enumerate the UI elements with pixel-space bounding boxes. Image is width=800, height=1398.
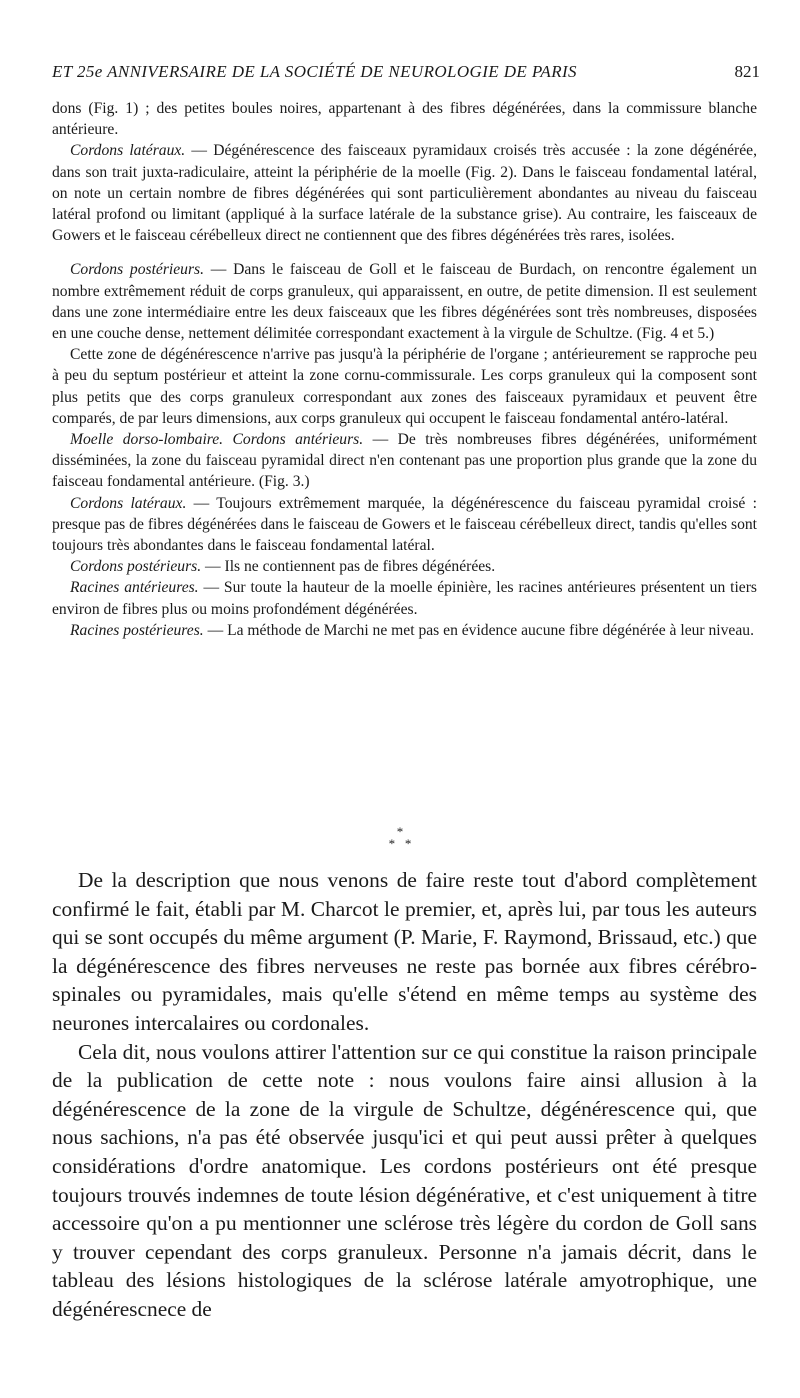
paragraph: Cette zone de dégénérescence n'arrive pas jusqu'à la périphérie de l'organe ; antérieurement se rapproche peu à peu du septum postérieur et atteint la zone cornu-commissurale. Les corps granuleux qui la composent sont plus petits que des corps granuleux correspondant aux zones des faisceaux pyramidaux et peuvent être comparés, de par leurs dimensions, aux corps granuleux qui occupent le faisceau fondamental antéro-latéral. <box>52 346 757 427</box>
paragraph: Racines antérieures. — Sur toute la hauteur de la moelle épinière, les racines antérieures présentent un tiers environ de fibres plus ou moins profondément dégénérées. <box>52 579 757 618</box>
paragraph-lead: Cordons postérieurs. <box>70 261 204 279</box>
paragraph: Cordons postérieurs. — Ils ne contiennent pas de fibres dégénérées. <box>70 558 496 576</box>
page-number: 821 <box>734 62 760 81</box>
paragraph-lead: Moelle dorso-lombaire. Cordons antérieurs. <box>70 431 364 449</box>
case-description-block <box>52 98 757 641</box>
paragraph-lead: Racines postérieures. <box>70 621 204 639</box>
paragraph: Racines postérieures. — La méthode de Marchi ne met pas en évidence aucune fibre dégénérée à leur niveau. <box>70 621 754 639</box>
separator-bottom-stars: * * <box>388 836 412 851</box>
paragraph-lead: Cordons latéraux. <box>70 142 186 160</box>
paragraph: Cela dit, nous voulons attirer l'attention sur ce qui constitue la raison principale de la publication de cette note : nous voulons faire ainsi allusion à la dégénérescence de la zone de la virgule de Schultze, dégénérescence qui, que nous sachions, n'a pas été observée jusqu'ici et qui peut aussi prêter à quelques considérations d'ordre anatomique. Les cordons postérieurs ont été presque toujours trouvés indemnes de toute lésion dégénérative, et c'est uniquement à titre accessoire qu'on a pu mentionner une sclérose très légère du cordon de Goll sans y trouver cependant des corps granuleux. Personne n'a jamais décrit, dans le tableau des lésions histologiques de la sclérose latérale amyotrophique, une dégénérescnece de <box>52 1039 757 1321</box>
separator-top-star: * <box>396 824 404 839</box>
paragraph: Cordons postérieurs. — Dans le faisceau de Goll et le faisceau de Burdach, on rencontre également un nombre extrêmement réduit de corps granuleux, qui apparaissent, en outre, de petite dimension. Il est seulement dans une zone intermédiaire entre les deux faisceaux que les fibres dégénérées sont très nombreuses, disposées en une couche dense, nettement délimitée correspondant exactement à la virgule de Schultze. (Fig. 4 et 5.) <box>52 261 757 343</box>
paragraph-lead: Cordons postérieurs. <box>70 558 202 576</box>
paragraph: dons (Fig. 1) ; des petites boules noires, appartenant à des fibres dégénérées, dans la commissure blanche antérieure. <box>52 100 757 139</box>
paragraph: Cordons latéraux. — Dégénérescence des faisceaux pyramidaux croisés très accusée : la zone dégénérée, dans son trait juxta-radiculaire, atteint la périphérie de la moelle (Fig. 2). Dans le faisceau fondamental latéral, on note un certain nombre de fibres dégénérées qui sont particulièrement abondantes au niveau du faisceau latéral profond ou limitant (appliqué à la surface latérale de la substance grise). Au contraire, les faisceaux de Gowers et le faisceau cérébelleux direct ne contiennent que des fibres dégénérées très rares, isolées. <box>52 142 757 245</box>
paragraph-lead: Racines antérieures. <box>70 579 199 597</box>
paragraph-lead: Cordons latéraux. <box>70 494 187 512</box>
running-header <box>52 62 760 82</box>
running-title: ET 25e ANNIVERSAIRE DE LA SOCIÉTÉ DE NEUROLOGIE DE PARIS <box>52 62 577 81</box>
paragraph: De la description que nous venons de faire reste tout d'abord complètement confirmé le fait, établi par M. Charcot le premier, et, après lui, par tous les auteurs qui se sont occupés du même argument (P. Marie, F. Raymond, Brissaud, etc.) que la dégénérescence des fibres nerveuses ne reste pas bornée aux fibres cérébro-spinales ou pyramidales, mais qu'elle s'étend en même temps au système des neurones intercalaires ou cordonales. <box>52 868 757 1035</box>
paragraph: Cordons latéraux. — Toujours extrêmement marquée, la dégénérescence du faisceau pyramidal croisé : presque pas de fibres dégénérées dans le faisceau de Gowers et le faisceau cérébelleux direct, tandis qu'elles sont toujours très abondantes dans le faisceau fondamental latéral. <box>52 494 757 555</box>
paragraph: Moelle dorso-lombaire. Cordons antérieurs. — De très nombreuses fibres dégénérées, uniformément disséminées, la zone du faisceau pyramidal direct n'en contenant pas une proportion plus grande que la zone du faisceau fondamental antérieure. (Fig. 3.) <box>52 431 758 491</box>
section-separator <box>0 826 800 850</box>
discussion-block <box>52 866 757 1324</box>
